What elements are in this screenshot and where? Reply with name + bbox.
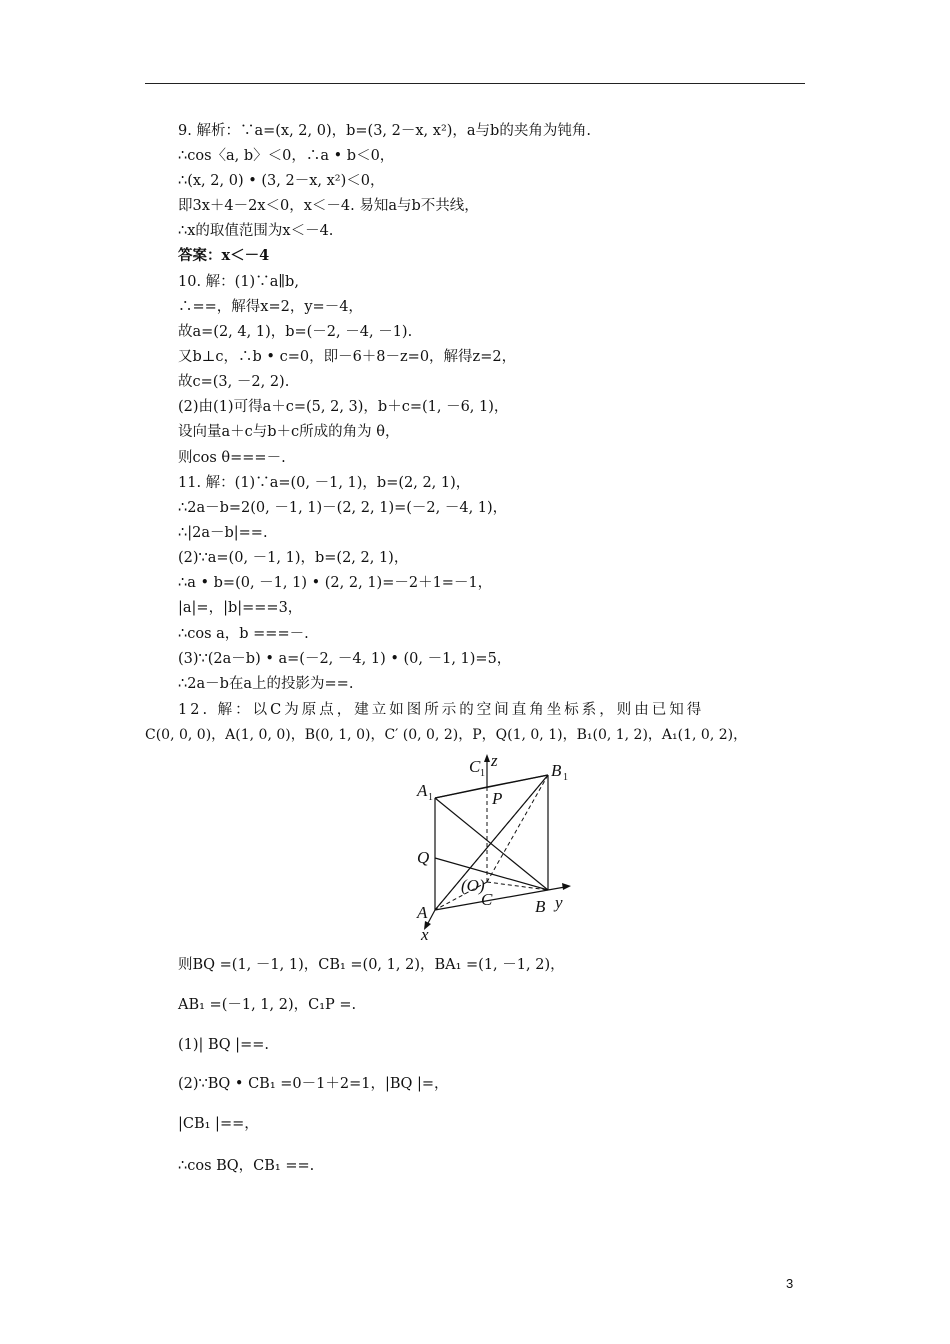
label-b1-sub: 1 xyxy=(563,772,568,783)
answer-line: 答案：x＜－4 xyxy=(178,247,270,264)
label-p: P xyxy=(492,789,503,808)
text-line: 则cos θ===－. xyxy=(178,450,286,466)
text-line: C(0, 0, 0)，A(1, 0, 0)，B(0, 1, 0)，C′ (0, 0, 2)，P，Q(1, 0, 1)，B₁(0, 1, 2)，A₁(1, 0, 2)， xyxy=(145,727,748,743)
label-b1: B xyxy=(551,761,562,780)
text-line: ∴cos BQ，CB₁ ==. xyxy=(178,1158,315,1174)
label-q: Q xyxy=(417,848,430,867)
label-a1-sub: 1 xyxy=(428,792,433,803)
text-line: ∴a • b=(0, －1, 1) • (2, 2, 1)=－2＋1=－1， xyxy=(178,575,493,591)
text-line: ∴==，解得x=2，y=－4， xyxy=(178,299,363,315)
prism-figure xyxy=(405,750,595,945)
label-a1: A xyxy=(417,781,428,800)
text-line: (2)∵a=(0, －1, 1)，b=(2, 2, 1)， xyxy=(178,550,409,566)
label-origin: (O) xyxy=(461,876,485,895)
text-line: 11. 解：(1)∵a=(0, －1, 1)，b=(2, 2, 1)， xyxy=(178,475,471,491)
page-number: 3 xyxy=(786,1276,794,1291)
text-line: ∴cos〈a, b〉＜0，∴a • b＜0， xyxy=(178,148,395,164)
text-line: ∴|2a－b|==. xyxy=(178,525,268,541)
text-line: |CB₁ |==， xyxy=(178,1116,259,1132)
label-b: B xyxy=(535,897,546,916)
text-line: 则BQ =(1, －1, 1)，CB₁ =(0, 1, 2)，BA₁ =(1, －1, 2)， xyxy=(178,957,565,973)
text-line: (1)| BQ |==. xyxy=(178,1037,269,1053)
label-a: A xyxy=(417,903,428,922)
text-line: 设向量a＋c与b＋c所成的角为 θ， xyxy=(178,424,400,440)
prism-diagram xyxy=(405,750,595,945)
text-line: (2)由(1)可得a＋c=(5, 2, 3)，b＋c=(1, －6, 1)， xyxy=(178,399,509,415)
label-c1: C xyxy=(469,757,481,776)
text-line: 9. 解析：∵a=(x, 2, 0)，b=(3, 2－x, x²)，a与b的夹角为钝角. xyxy=(178,123,591,139)
label-y-axis: y xyxy=(555,893,563,912)
header-rule xyxy=(145,83,805,84)
text-line: 故a=(2, 4, 1)，b=(－2, －4, －1). xyxy=(178,324,413,340)
label-z-axis: z xyxy=(491,751,498,770)
text-line: |a|=，|b|===3， xyxy=(178,600,303,616)
label-c1-sub: 1 xyxy=(480,768,485,779)
text-line: AB₁ =(－1, 1, 2)，C₁P =. xyxy=(178,997,357,1013)
text-line: 即3x＋4－2x＜0，x＜－4. 易知a与b不共线， xyxy=(178,198,479,214)
label-x-axis: x xyxy=(421,925,429,944)
label-c: C xyxy=(481,890,493,909)
text-line: (3)∵(2a－b) • a=(－2, －4, 1) • (0, －1, 1)=5， xyxy=(178,651,512,667)
text-line: 12. 解：以C为原点，建立如图所示的空间直角坐标系，则由已知得 xyxy=(178,702,705,718)
text-line: ∴x的取值范围为x＜－4. xyxy=(178,223,334,239)
text-line: (2)∵BQ • CB₁ =0－1＋2=1，|BQ |=， xyxy=(178,1076,449,1092)
text-line: ∴(x, 2, 0) • (3, 2－x, x²)＜0， xyxy=(178,173,385,189)
text-line: 10. 解：(1)∵a∥b, xyxy=(178,274,299,290)
text-line: 又b⊥c，∴b • c=0，即－6＋8－z=0，解得z=2， xyxy=(178,349,517,365)
text-line: 故c=(3, －2, 2). xyxy=(178,374,290,390)
text-line: ∴2a－b在a上的投影为==. xyxy=(178,676,354,692)
text-line: ∴cos a，b ===－. xyxy=(178,626,309,642)
text-line: ∴2a－b=2(0, －1, 1)－(2, 2, 1)=(－2, －4, 1)， xyxy=(178,500,508,516)
